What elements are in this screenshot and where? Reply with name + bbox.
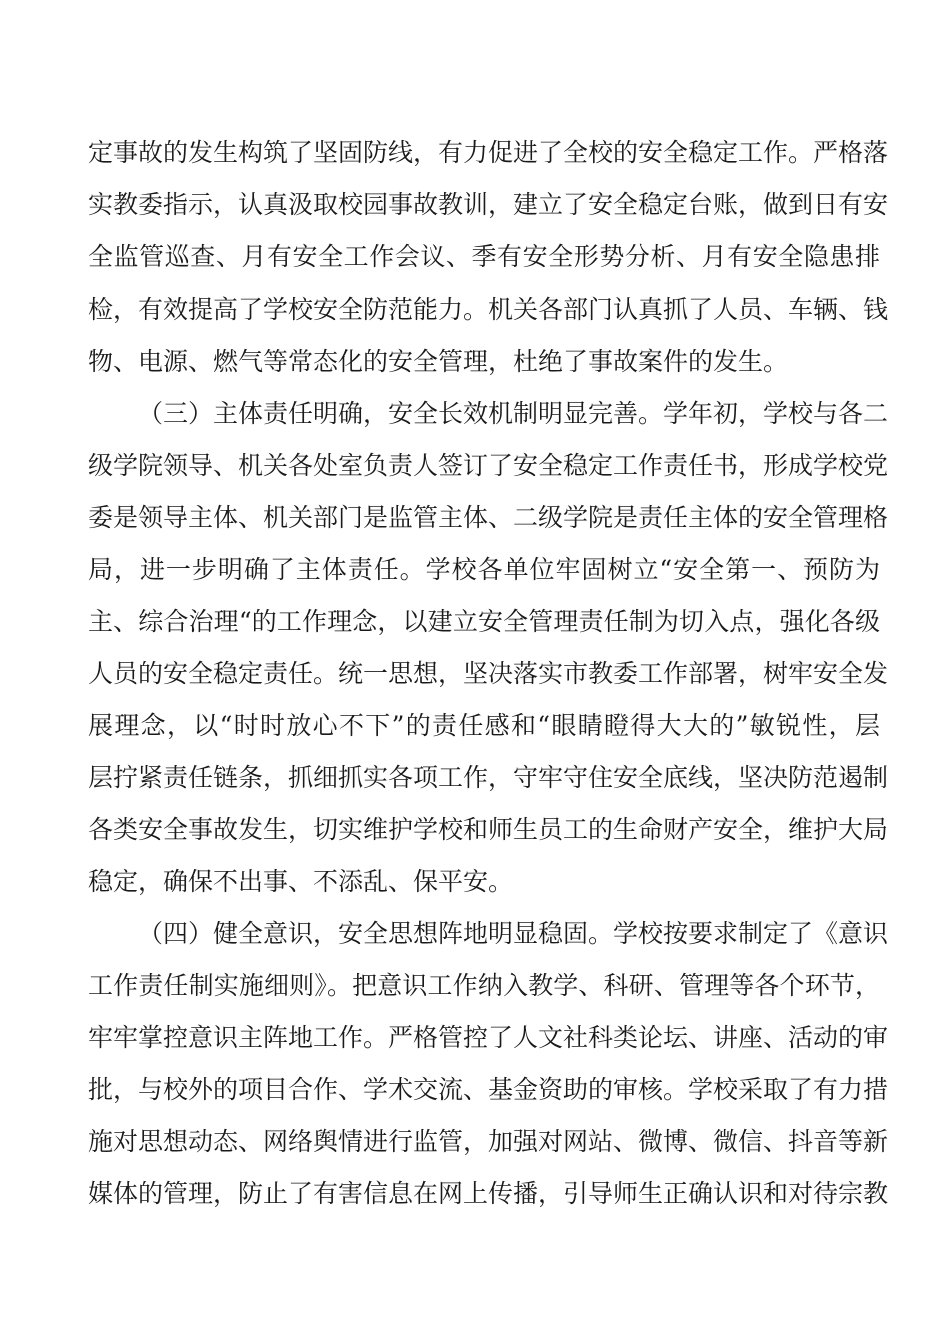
text-line: 定事故的发生构筑了坚固防线，有力促进了全校的安全稳定工作。严格落: [88, 138, 889, 167]
text-line: 主、综合治理“的工作理念，以建立安全管理责任制为切入点，强化各级: [88, 607, 880, 636]
section-heading-line: （四）健全意识，安全思想阵地明显稳固。学校按要求制定了《意识: [138, 919, 889, 948]
section-heading-line: （三）主体责任明确，安全长效机制明显完善。学年初，学校与各二: [138, 399, 889, 428]
text-line: 稳定，确保不出事、不添乱、保平安。: [88, 867, 514, 896]
text-line: 级学院领导、机关各处室负责人签订了安全稳定工作责任书，形成学校党: [88, 451, 889, 480]
text-line: 牢牢掌控意识主阵地工作。严格管控了人文社科类论坛、讲座、活动的审: [88, 1023, 889, 1052]
text-line: 人员的安全稳定责任。统一思想，坚决落实市教委工作部署，树牢安全发: [88, 659, 889, 688]
text-line: 委是领导主体、机关部门是监管主体、二级学院是责任主体的安全管理格: [88, 503, 889, 532]
text-line: 层拧紧责任链条，抓细抓实各项工作，守牢守住安全底线，坚决防范遏制: [88, 763, 889, 792]
text-line: 各类安全事故发生，切实维护学校和师生员工的生命财产安全，维护大局: [88, 815, 889, 844]
text-line: 物、电源、燃气等常态化的安全管理，杜绝了事故案件的发生。: [88, 347, 789, 376]
text-line: 批，与校外的项目合作、学术交流、基金资助的审核。学校采取了有力措: [88, 1075, 889, 1104]
text-line: 全监管巡查、月有安全工作会议、季有安全形势分析、月有安全隐患排: [88, 242, 880, 271]
text-line: 实教委指示，认真汲取校园事故教训，建立了安全稳定台账，做到日有安: [88, 190, 889, 219]
text-line: 检，有效提高了学校安全防范能力。机关各部门认真抓了人员、车辆、钱: [88, 295, 889, 324]
text-line: 局，进一步明确了主体责任。学校各单位牢固树立“安全第一、预防为: [88, 555, 880, 584]
text-line: 展理念，以“时时放心不下”的责任感和“眼睛瞪得大大的”敏锐性，层: [88, 711, 880, 740]
text-line: 工作责任制实施细则》。把意识工作纳入教学、科研、管理等各个环节，: [88, 971, 880, 1000]
text-line: 施对思想动态、网络舆情进行监管，加强对网站、微博、微信、抖音等新: [88, 1127, 889, 1156]
text-line: 媒体的管理，防止了有害信息在网上传播，引导师生正确认识和对待宗教: [88, 1179, 889, 1208]
